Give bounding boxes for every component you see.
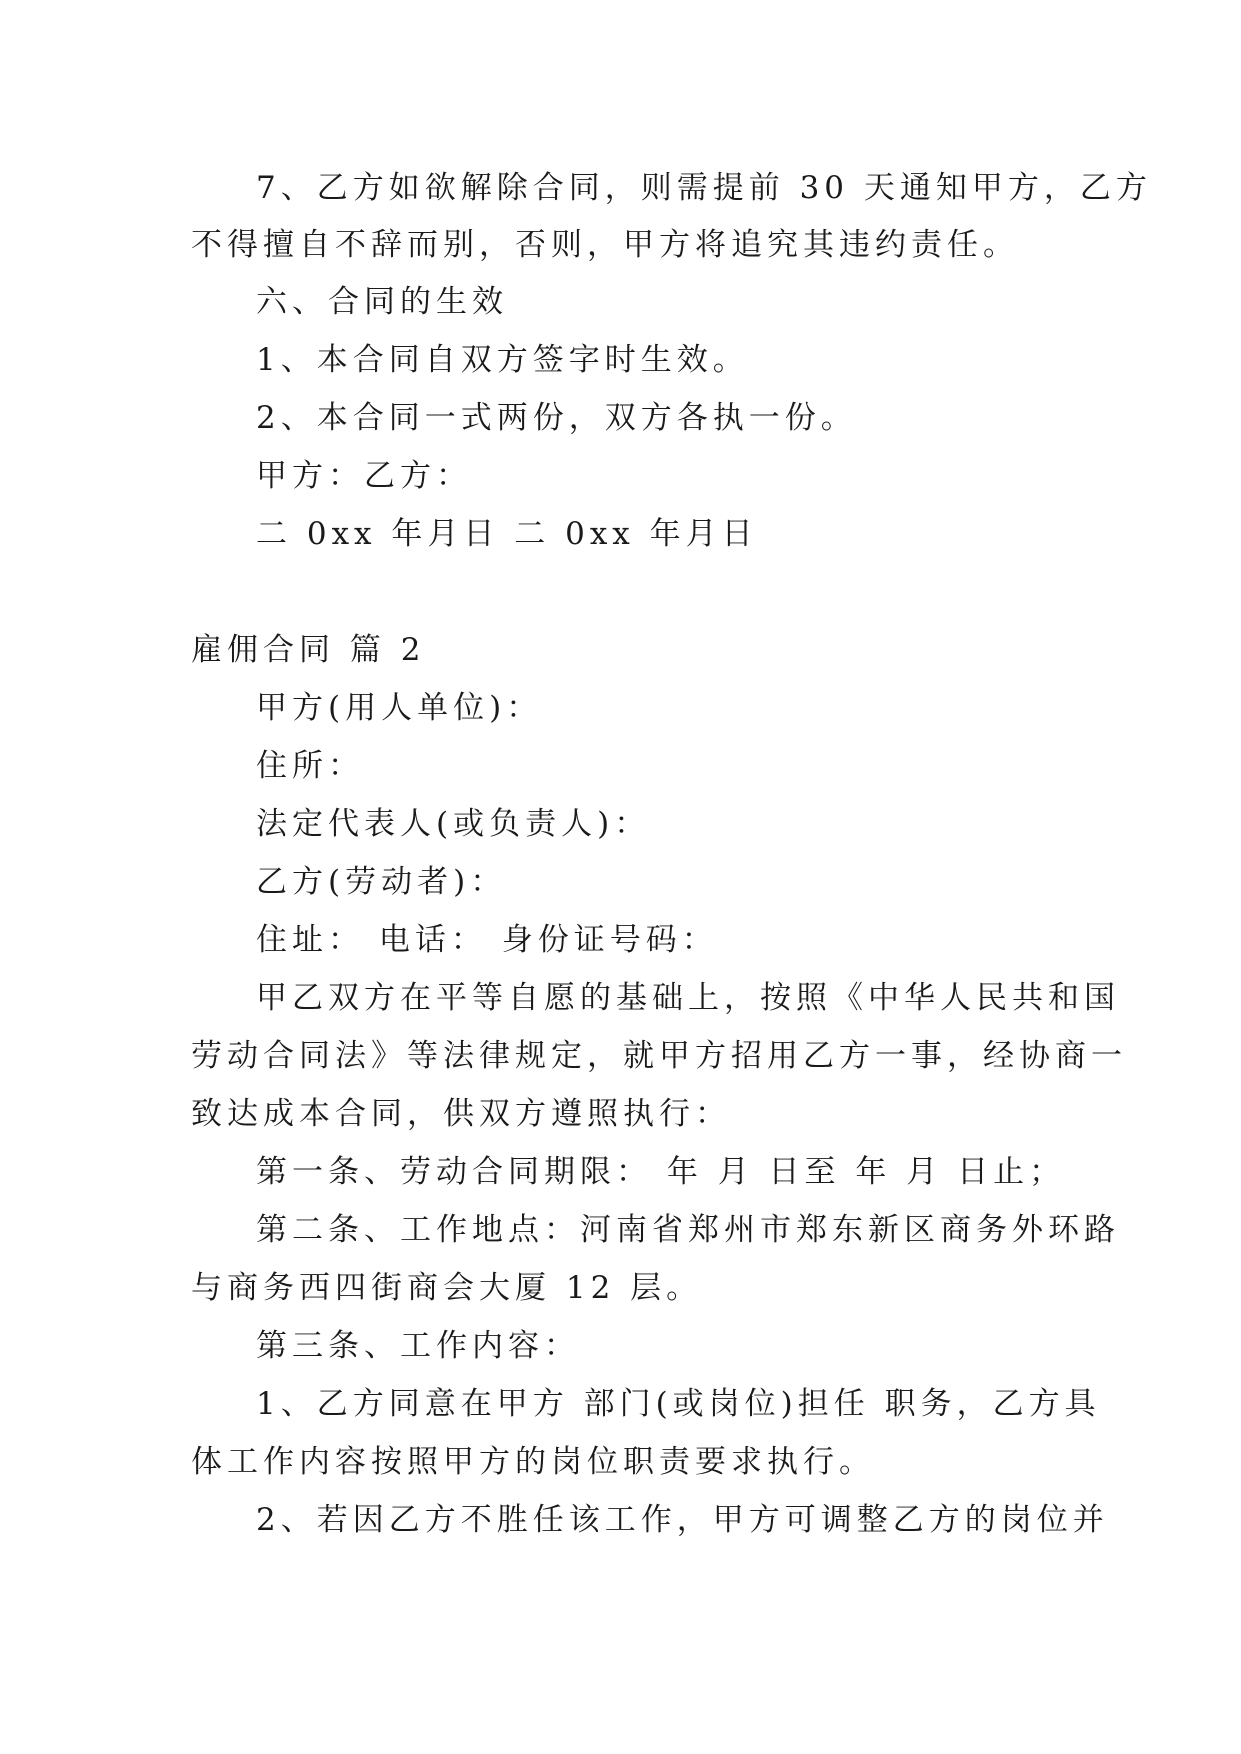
article-line: 第一条、劳动合同期限： 年 月 日至 年 月 日止； [256,1154,1066,1190]
address-label: 住所： [256,748,364,784]
signature-parties: 甲方：乙方： [256,458,472,494]
paragraph-line: 与商务西四街商会大厦 12 层。 [191,1270,703,1306]
paragraph-line: 7、乙方如欲解除合同，则需提前 30 天通知甲方，乙方 [256,170,1152,206]
contact-info-label: 住址： 电话： 身份证号码： [256,922,718,958]
clause-line: 1、乙方同意在甲方 部门(或岗位)担任 职务，乙方具 [256,1386,1101,1422]
party-a-label: 甲方(用人单位)： [256,690,543,726]
paragraph-line: 体工作内容按照甲方的岗位职责要求执行。 [191,1444,875,1480]
legal-representative-label: 法定代表人(或负责人)： [256,806,651,842]
section-heading: 六、合同的生效 [256,284,508,320]
paragraph-line: 甲乙双方在平等自愿的基础上，按照《中华人民共和国 [256,980,1120,1016]
clause-line: 1、本合同自双方签字时生效。 [256,342,749,378]
paragraph-line: 劳动合同法》等法律规定，就甲方招用乙方一事，经协商一 [191,1038,1127,1074]
party-b-label: 乙方(劳动者)： [256,864,507,900]
document-title: 雇佣合同 篇 2 [191,632,426,668]
paragraph-line: 致达成本合同，供双方遵照执行： [191,1096,731,1132]
clause-line: 2、本合同一式两份，双方各执一份。 [256,400,857,436]
paragraph-line: 不得擅自不辞而别，否则，甲方将追究其违约责任。 [191,227,1019,263]
article-line: 第三条、工作内容： [256,1328,580,1364]
clause-line: 2、若因乙方不胜任该工作，甲方可调整乙方的岗位并 [256,1502,1109,1538]
signature-dates: 二 0xx 年月日 二 0xx 年月日 [256,516,758,552]
article-line: 第二条、工作地点：河南省郑州市郑东新区商务外环路 [256,1212,1120,1248]
